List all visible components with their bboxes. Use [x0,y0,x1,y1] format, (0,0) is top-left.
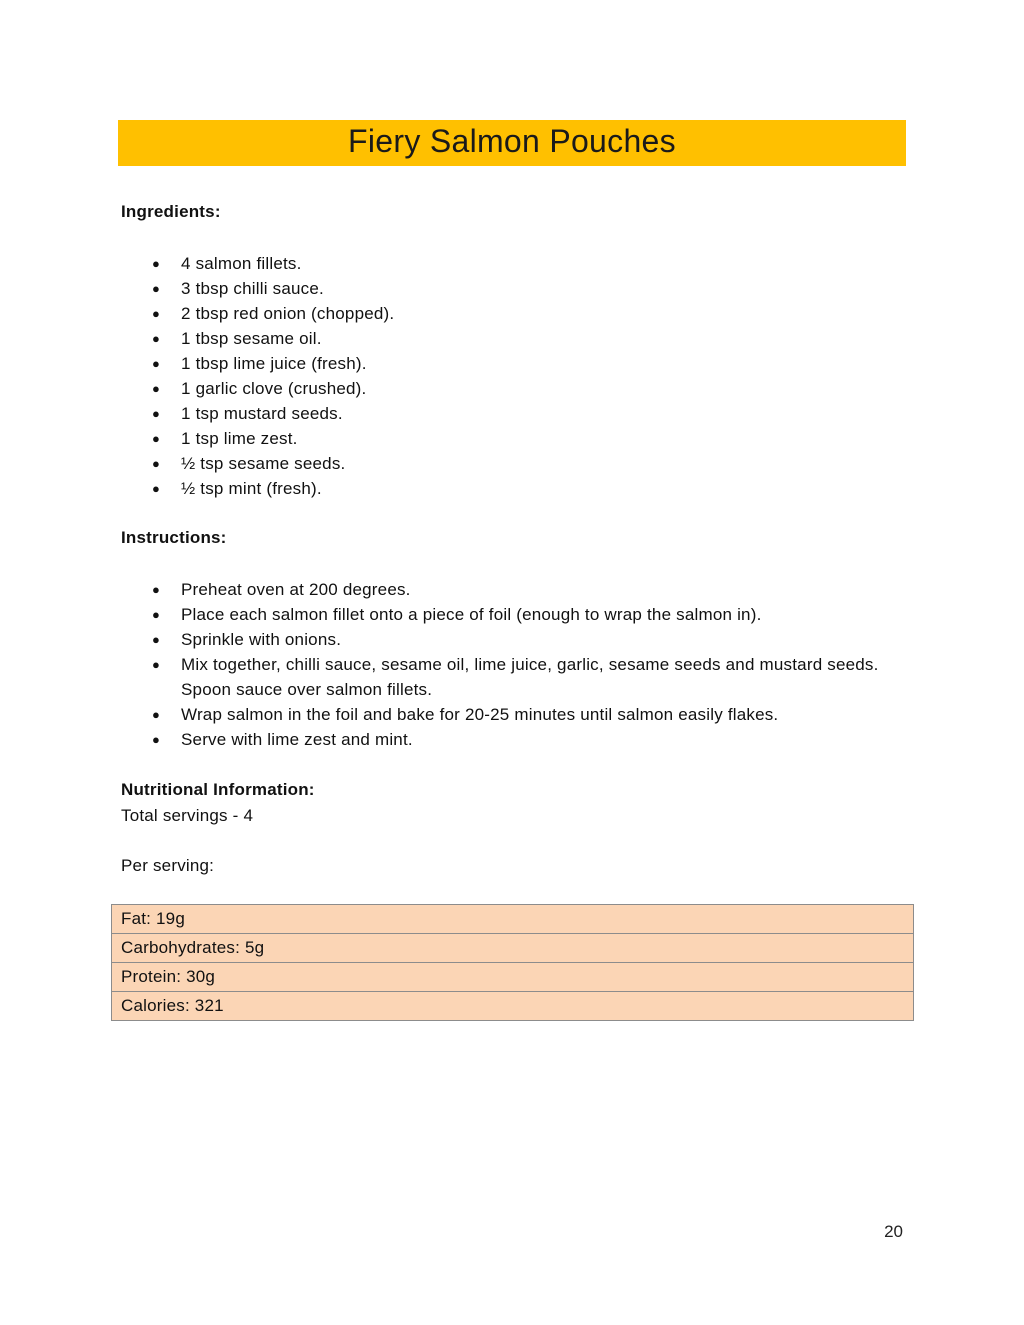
table-row [112,992,914,1021]
ingredients-list [121,251,901,501]
bullet-icon: ● [152,431,161,446]
list-item: ● 1 tsp lime zest. [121,426,901,451]
list-item: ● 1 tbsp lime juice (fresh). [121,351,901,376]
list-item: ● 1 garlic clove (crushed). [121,376,901,401]
nutrition-protein: Protein: 30g [112,963,914,992]
per-serving-label: Per serving: [121,856,215,875]
bullet-icon: ● [152,281,161,296]
bullet-icon: ● [152,331,161,346]
bullet-icon: ● [152,607,161,622]
list-item: ● 2 tbsp red onion (chopped). [121,301,901,326]
bullet-icon: ● [152,256,161,271]
bullet-icon: ● [152,732,161,747]
bullet-icon: ● [152,707,161,722]
table-row [112,934,914,963]
list-item: ● 1 tbsp sesame oil. [121,326,901,351]
bullet-icon: ● [152,582,161,597]
instructions-heading: Instructions: [121,528,227,547]
recipe-title: Fiery Salmon Pouches [118,120,906,166]
list-item: ● 4 salmon fillets. [121,251,901,276]
nutrition-calories: Calories: 321 [112,992,914,1021]
list-item: ● 1 tsp mustard seeds. [121,401,901,426]
list-item: ● 3 tbsp chilli sauce. [121,276,901,301]
nutrition-carbohydrates: Carbohydrates: 5g [112,934,914,963]
page-number: 20 [884,1222,903,1241]
ingredients-heading: Ingredients: [121,202,221,221]
nutrition-table [111,904,914,1021]
bullet-icon: ● [152,306,161,321]
nutrition-heading: Nutritional Information: [121,780,315,799]
list-item: ● ½ tsp sesame seeds. [121,451,901,476]
list-item: ● Wrap salmon in the foil and bake for 20-25 minutes until salmon easily flakes. [121,702,901,727]
list-item: ● Preheat oven at 200 degrees. [121,577,901,602]
list-item: ● Serve with lime zest and mint. [121,727,901,752]
bullet-icon: ● [152,632,161,647]
nutrition-fat: Fat: 19g [112,905,914,934]
total-servings: Total servings - 4 [121,806,254,825]
list-item: ● Mix together, chilli sauce, sesame oil, lime juice, garlic, sesame seeds and mustard seeds. Spoon sauce over salmon fillets. [121,652,901,702]
bullet-icon: ● [152,406,161,421]
table-row [112,905,914,934]
bullet-icon: ● [152,456,161,471]
bullet-icon: ● [152,481,161,496]
list-item: ● ½ tsp mint (fresh). [121,476,901,501]
bullet-icon: ● [152,657,161,672]
instructions-list [121,577,901,752]
table-row [112,963,914,992]
list-item: ● Place each salmon fillet onto a piece of foil (enough to wrap the salmon in). [121,602,901,627]
list-item: ● Sprinkle with onions. [121,627,901,652]
bullet-icon: ● [152,356,161,371]
bullet-icon: ● [152,381,161,396]
